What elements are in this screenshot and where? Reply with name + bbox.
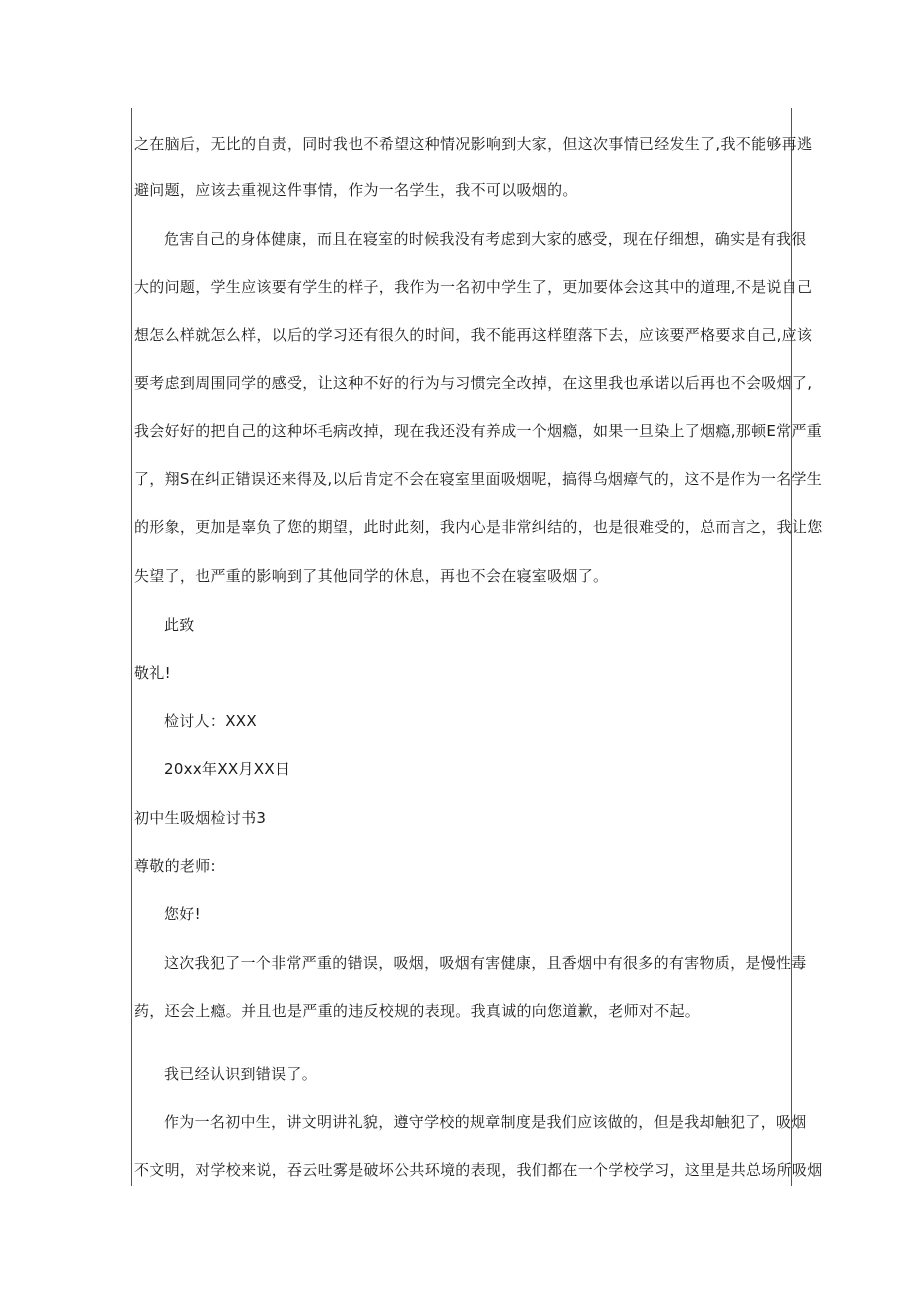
closing-jingli: 敬礼!: [134, 664, 171, 682]
text-line: 之在脑后，无比的自责，同时我也不希望这种情况影响到大家，但这次事情已经发生了,我不能够再逃: [134, 135, 813, 153]
page-frame: [131, 108, 823, 1186]
text-line: 想怎么样就怎么样，以后的学习还有很久的时间，我不能再这样堕落下去，应该要严格要求自己,应该: [134, 326, 813, 344]
text-line: 的形象，更加是辜负了您的期望，此时此刻，我内心是非常纠结的，也是很难受的，总而言之，我让您: [134, 518, 823, 536]
text-line: 要考虑到周围同学的感受，让这种不好的行为与习惯完全改掉，在这里我也承诺以后再也不会吸烟了,: [134, 374, 813, 392]
text-line: 这次我犯了一个非常严重的错误，吸烟，吸烟有害健康，且香烟中有很多的有害物质，是慢性毒: [164, 954, 807, 972]
text-line: 危害自己的身体健康，而且在寝室的时候我没有考虑到大家的感受，现在仔细想，确实是有我很: [164, 230, 807, 248]
reviewer-signature: 检讨人：XXX: [164, 712, 257, 730]
section-title: 初中生吸烟检讨书3: [134, 809, 267, 827]
text-line: 不文明，对学校来说，吞云吐雾是破坏公共环境的表现，我们都在一个学校学习，这里是共总场所吸烟: [134, 1161, 823, 1179]
text-line: 了，翔S在纠正错误还来得及,以后肯定不会在寝室里面吸烟呢，搞得乌烟瘴气的，这不是作为一名学生: [134, 470, 823, 488]
text-line: 我已经认识到错误了。: [164, 1065, 318, 1083]
text-line: 失望了，也严重的影响到了其他同学的休息，再也不会在寝室吸烟了。: [134, 567, 609, 585]
greeting: 您好!: [164, 905, 201, 923]
salutation: 尊敬的老师:: [134, 857, 216, 875]
document-date: 20xx年XX月XX日: [164, 760, 291, 778]
text-line: 我会好好的把自己的这种坏毛病改掉，现在我还没有养成一个烟瘾，如果一旦染上了烟瘾,那顿E常严重: [134, 422, 823, 440]
text-line: 大的问题，学生应该要有学生的样子，我作为一名初中学生了，更加要体会这其中的道理,不是说自己: [134, 278, 813, 296]
text-line: 作为一名初中生，讲文明讲礼貌，遵守学校的规章制度是我们应该做的，但是我却触犯了，吸烟: [164, 1113, 807, 1131]
closing-cizhi: 此致: [164, 616, 195, 634]
text-line: 药，还会上瘾。并且也是严重的违反校规的表现。我真诚的向您道歉，老师对不起。: [134, 1002, 701, 1020]
text-line: 避问题，应该去重视这件事情，作为一名学生，我不可以吸烟的。: [134, 181, 578, 199]
